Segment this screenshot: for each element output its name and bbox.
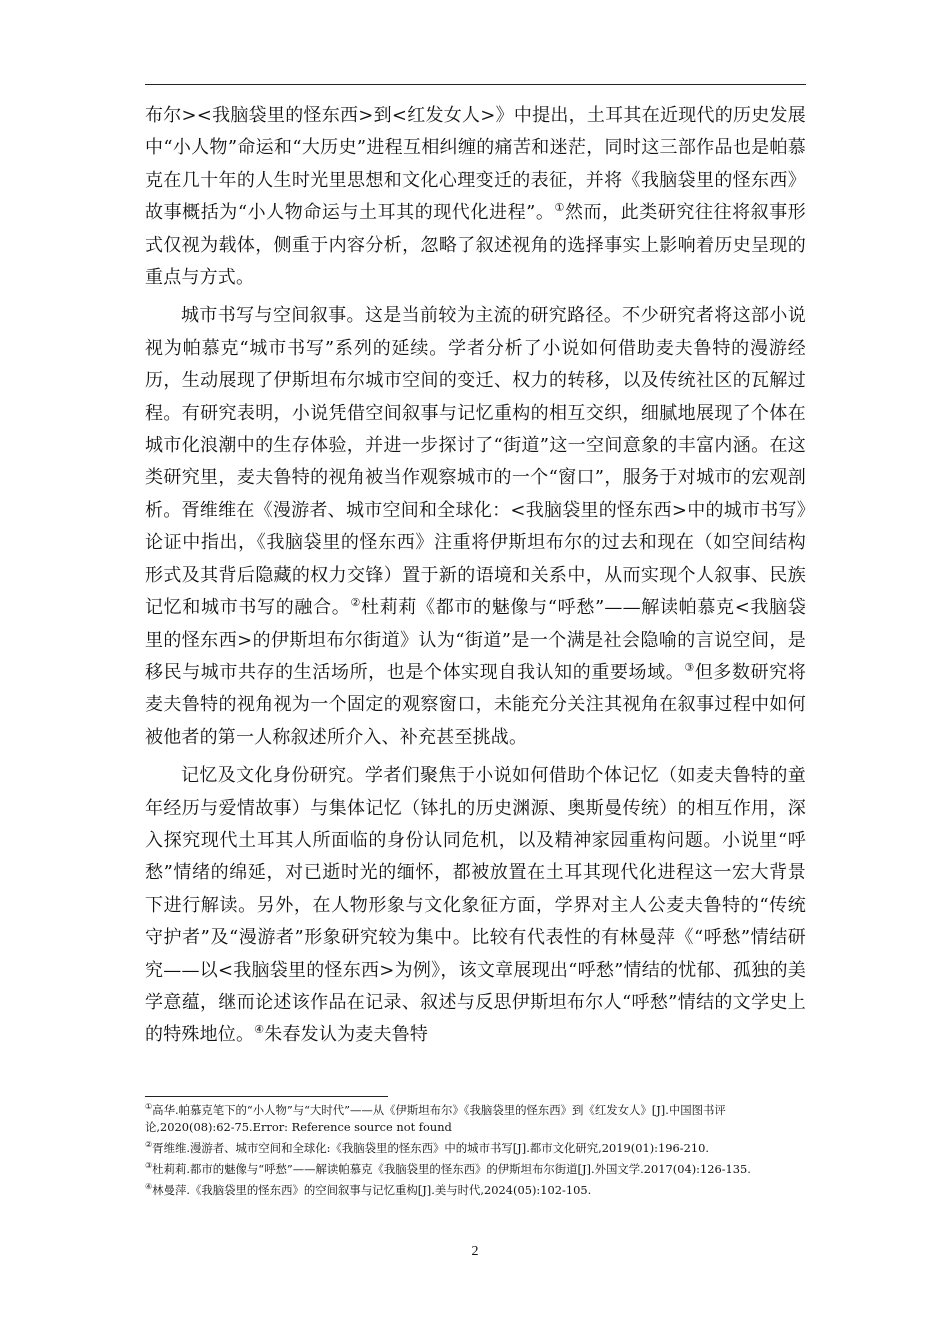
footnote [145,1182,806,1199]
footnote-ref[interactable]: ④ [254,1023,265,1037]
footnote-mark: ③ [145,1161,153,1171]
footnotes [145,1102,806,1203]
footnote-ref[interactable]: ① [554,201,565,215]
paragraph-text: 城市书写与空间叙事。这是当前较为主流的研究路径。不少研究者将这部小说视为帕慕克“城市书写”系列的延续。学者分析了小说如何借助麦夫鲁特的漫游经历，生动展现了伊斯坦布尔城市空间的变迁、权力的转移，以及传统社区的瓦解过程。有研究表明，小说凭借空间叙事与记忆重构的相互交织，细腻地展现了个体在城市化浪潮中的生存体验，并进一步探讨了“街道”这一空间意象的丰富内涵。在这类研究里，麦夫鲁特的视角被当作观察城市的一个“窗口”，服务于对城市的宏观剖析。胥维维在《漫游者、城市空间和全球化：<我脑袋里的怪东西>中的城市书写》论证中指出，《我脑袋里的怪东西》注重将伊斯坦布尔的过去和现在（如空间结构形式及其背后隐藏的权力交锋）置于新的语境和关系中，从而实现个人叙事、民族记忆和城市书写的融合。 [145,305,806,619]
paragraph-text: 记忆及文化身份研究。学者们聚焦于小说如何借助个体记忆（如麦夫鲁特的童年经历与爱情故事）与集体记忆（钵扎的历史渊源、奥斯曼传统）的相互作用，深入探究现代土耳其人所面临的身份认同危机，以及精神家园重构问题。小说里“呼愁”情绪的绵延，对已逝时光的缅怀，都被放置在土耳其现代化进程这一宏大背景下进行解读。另外，在人物形象与文化象征方面，学界对主人公麦夫鲁特的“传统守护者”及“漫游者”形象研究较为集中。比较有代表性的有林曼萍《“呼愁”情结研究——以<我脑袋里的怪东西>为例》，该文章展现出“呼愁”情结的忧郁、孤独的美学意蕴，继而论述该作品在记录、叙述与反思伊斯坦布尔人“呼愁”情结的文学史上的特殊地位。 [145,765,806,1046]
footnote [145,1161,806,1178]
footnote-rule [145,1096,388,1097]
footnote-text: 杜莉莉.都市的魅像与“呼愁”——解读帕慕克《我脑袋里的怪东西》的伊斯坦布尔街道[J].外国文学.2017(04):126-135. [152,1162,751,1176]
body-paragraph [145,760,806,1052]
body-paragraph [145,100,806,294]
paragraph-text: 然而，此类研究往往将叙事形式仅视为载体，侧重于内容分析，忽略了叙述视角的选择事实上影响着历史呈现的重点与方式。 [145,202,806,289]
footnote-ref[interactable]: ③ [684,660,695,674]
footnote-text: 林曼萍.《我脑袋里的怪东西》的空间叙事与记忆重构[J].美与时代,2024(05):102-105. [152,1183,592,1197]
footnote-text: 胥维维.漫游者、城市空间和全球化:《我脑袋里的怪东西》中的城市书写[J].都市文化研究,2019(01):196-210. [152,1141,709,1155]
footnote-mark: ④ [145,1182,153,1192]
body-paragraph [145,300,806,754]
footnote-mark: ① [145,1102,153,1112]
body-text [145,100,806,1058]
paragraph-text: 朱春发认为麦夫鲁特 [264,1024,429,1046]
paragraph-text: 布尔><我脑袋里的怪东西>到<红发女人>》中提出，土耳其在近现代的历史发展中“小人物”命运和“大历史”进程互相纠缠的痛苦和迷茫，同时这三部作品也是帕慕克在几十年的人生时光里思想和文化心理变迁的表征，并将《我脑袋里的怪东西》故事概括为“小人物命运与土耳其的现代化进程”。 [145,105,806,224]
page-number: 2 [471,1244,479,1259]
footnote-ref[interactable]: ② [350,596,362,610]
footnote-text: 高华.帕慕克笔下的“小人物”与“大时代”——从《伊斯坦布尔》《我脑袋里的怪东西》到《红发女人》[J].中国图书评论,2020(08):62-75.Error: Reference source not found [145,1103,726,1134]
footnote [145,1102,806,1136]
paragraph-text: 杜莉莉《都市的魅像与“呼愁”——解读帕慕克<我脑袋里的怪东西>的伊斯坦布尔街道》认为“街道”是一个满是社会隐喻的言说空间，是移民与城市共存的生活场所，也是个体实现自我认知的重要场域。 [145,597,807,683]
footnote [145,1140,806,1157]
footnote-mark: ② [145,1140,153,1150]
header-rule [145,84,806,85]
paragraph-text: 但多数研究将麦夫鲁特的视角视为一个固定的观察窗口，未能充分关注其视角在叙事过程中如何被他者的第一人称叙述所介入、补充甚至挑战。 [145,661,807,748]
